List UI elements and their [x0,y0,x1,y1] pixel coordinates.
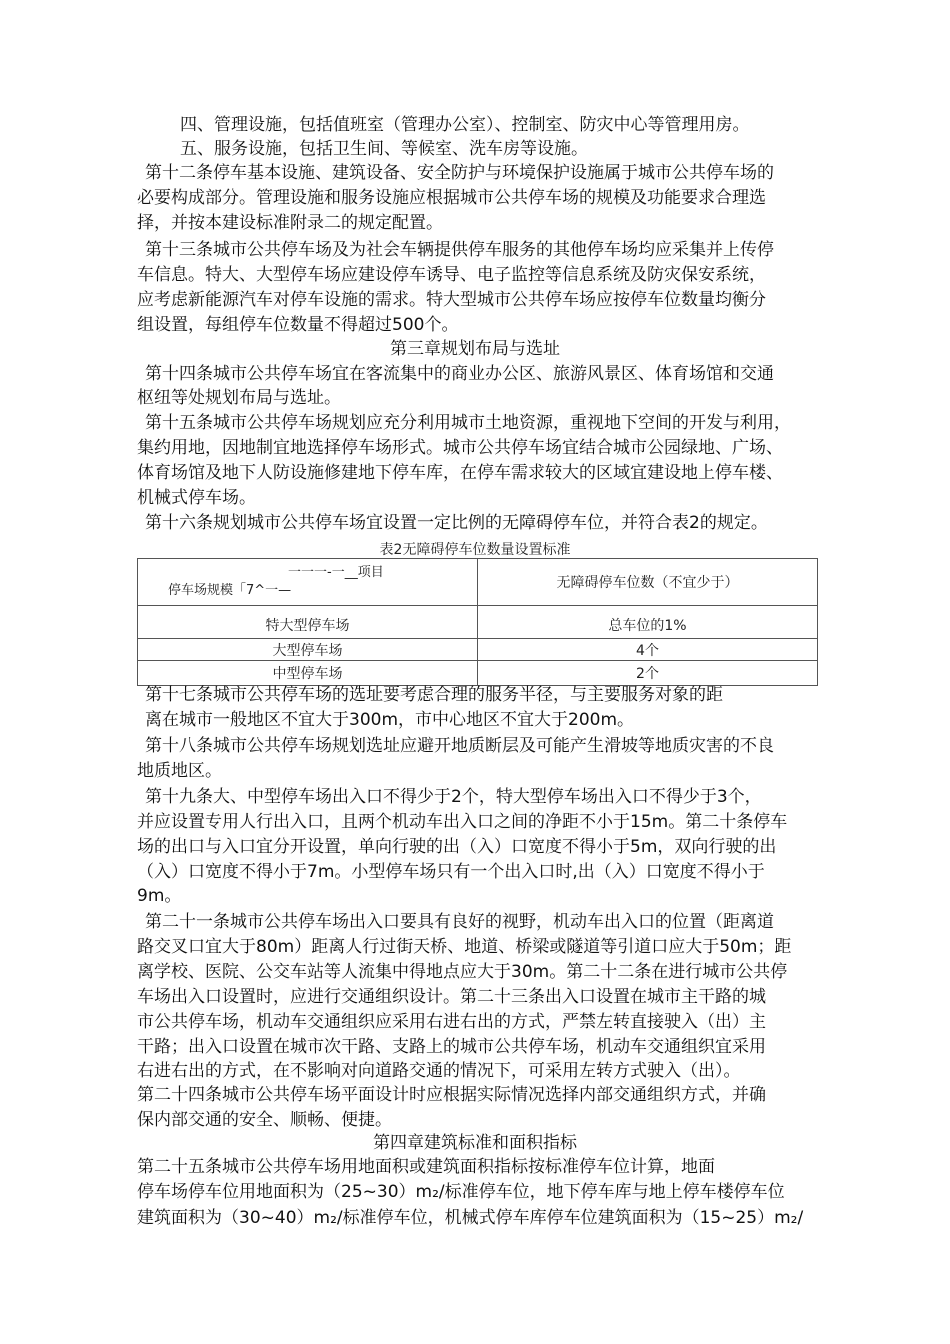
header-diagonal-cell [138,559,478,606]
paragraph-line: 干路；出入口设置在城市次干路、支路上的城市公共停车场，机动车交通组织宜采用 [137,1037,766,1057]
table-cell-count: 4个 [478,639,818,661]
paragraph-line: 市公共停车场，机动车交通组织应采用右进右出的方式，严禁左转直接驶入（出）主 [137,1012,766,1032]
table-cell-count: 总车位的1% [478,606,818,639]
paragraph-line: 第十六条规划城市公共停车场宜设置一定比例的无障碍停车位，并符合表2的规定。 [145,513,768,533]
paragraph-line: 第二十四条城市公共停车场平面设计时应根据实际情况选择内部交通组织方式，并确 [137,1085,766,1105]
header-count-cell: 无障碍停车位数（不宜少于） [478,559,818,606]
table-cell-scale: 特大型停车场 [138,606,478,639]
paragraph-line: 枢纽等处规划布局与选址。 [137,388,341,408]
paragraph-line: 场的出口与入口宜分开设置，单向行驶的出（入）口宽度不得小于5m，双向行驶的出 [137,837,777,857]
paragraph-line: 体育场馆及地下人防设施修建地下停车库，在停车需求较大的区域宜建设地上停车楼、 [137,463,783,483]
header-item-label: 一一一-一__项目 [288,565,384,580]
paragraph-line: 必要构成部分。管理设施和服务设施应根据城市公共停车场的规模及功能要求合理选 [137,188,766,208]
paragraph-line: 右进右出的方式，在不影响对向道路交通的情况下，可采用左转方式驶入（出）。 [137,1061,741,1081]
table-cell-count: 2个 [478,661,818,686]
table-cell-scale: 中型停车场 [138,661,478,686]
paragraph-line: 集约用地，因地制宜地选择停车场形式。城市公共停车场宜结合城市公园绿地、广场、 [137,438,783,458]
paragraph-line: 第十四条城市公共停车场宜在客流集中的商业办公区、旅游风景区、体育场馆和交通 [145,364,774,384]
table-cell-scale: 大型停车场 [138,639,478,661]
paragraph-line: 离学校、医院、公交车站等人流集中得地点应大于30m。第二十二条在进行城市公共停 [137,962,788,982]
paragraph-line: 五、服务设施，包括卫生间、等候室、洗车房等设施。 [180,139,588,159]
paragraph-line: 车场出入口设置时，应进行交通组织设计。第二十三条出入口设置在城市主干路的城 [137,987,766,1007]
header-scale-label: 停车场规模「7^一— [168,583,292,598]
paragraph-line: 第十二条停车基本设施、建筑设备、安全防护与环境保护设施属于城市公共停车场的 [145,163,774,183]
paragraph-line: 第十八条城市公共停车场规划选址应避开地质断层及可能产生滑坡等地质灾害的不良 [145,736,774,756]
paragraph-line: 路交叉口宜大于80m）距离人行过街天桥、地道、桥梁或隧道等引道口应大于50m；距 [137,937,792,957]
paragraph-line: 应考虑新能源汽车对停车设施的需求。特大型城市公共停车场应按停车位数量均衡分 [137,290,766,310]
paragraph-line: 离在城市一般地区不宜大于300m，市中心地区不宜大于200m。 [145,710,635,730]
paragraph-line: 停车场停车位用地面积为（25~30）m₂/标准停车位，地下停车库与地上停车楼停车位 [137,1182,785,1202]
table-caption: 表2无障碍停车位数量设置标准 [379,542,571,558]
paragraph-line: 保内部交通的安全、顺畅、便捷。 [137,1110,392,1130]
accessible-parking-table [137,558,818,686]
paragraph-line: （入）口宽度不得小于7m。小型停车场只有一个出入口时,出（入）口宽度不得小于 [137,862,765,882]
paragraph-line: 第二十一条城市公共停车场出入口要具有良好的视野，机动车出入口的位置（距离道 [145,912,774,932]
paragraph-line: 第十五条城市公共停车场规划应充分利用城市土地资源，重视地下空间的开发与利用， [145,413,791,433]
paragraph-line: 择，并按本建设标准附录二的规定配置。 [137,213,443,233]
paragraph-line: 第二十五条城市公共停车场用地面积或建筑面积指标按标准停车位计算，地面 [137,1157,715,1177]
paragraph-line: 机械式停车场。 [137,488,256,508]
paragraph-line: 9m。 [137,886,182,906]
paragraph-line: 第十三条城市公共停车场及为社会车辆提供停车服务的其他停车场均应采集并上传停 [145,240,774,260]
chapter-heading: 第四章建筑标准和面积指标 [373,1133,577,1153]
paragraph-line: 组设置，每组停车位数量不得超过500个。 [137,315,459,335]
paragraph-line: 并应设置专用人行出入口，且两个机动车出入口之间的净距不小于15m。第二十条停车 [137,812,788,832]
paragraph-line: 车信息。特大、大型停车场应建设停车诱导、电子监控等信息系统及防灾保安系统， [137,265,766,285]
paragraph-line: 建筑面积为（30~40）m₂/标准停车位，机械式停车库停车位建筑面积为（15~25）m₂/ [137,1208,804,1228]
paragraph-line: 第十七条城市公共停车场的选址要考虑合理的服务半径，与主要服务对象的距 [145,685,723,705]
paragraph-line: 第十九条大、中型停车场出入口不得少于2个，特大型停车场出入口不得少于3个， [145,787,762,807]
paragraph-line: 地质地区。 [137,761,222,781]
paragraph-line: 四、管理设施，包括值班室（管理办公室）、控制室、防灾中心等管理用房。 [180,115,750,135]
chapter-heading: 第三章规划布局与选址 [390,339,560,359]
